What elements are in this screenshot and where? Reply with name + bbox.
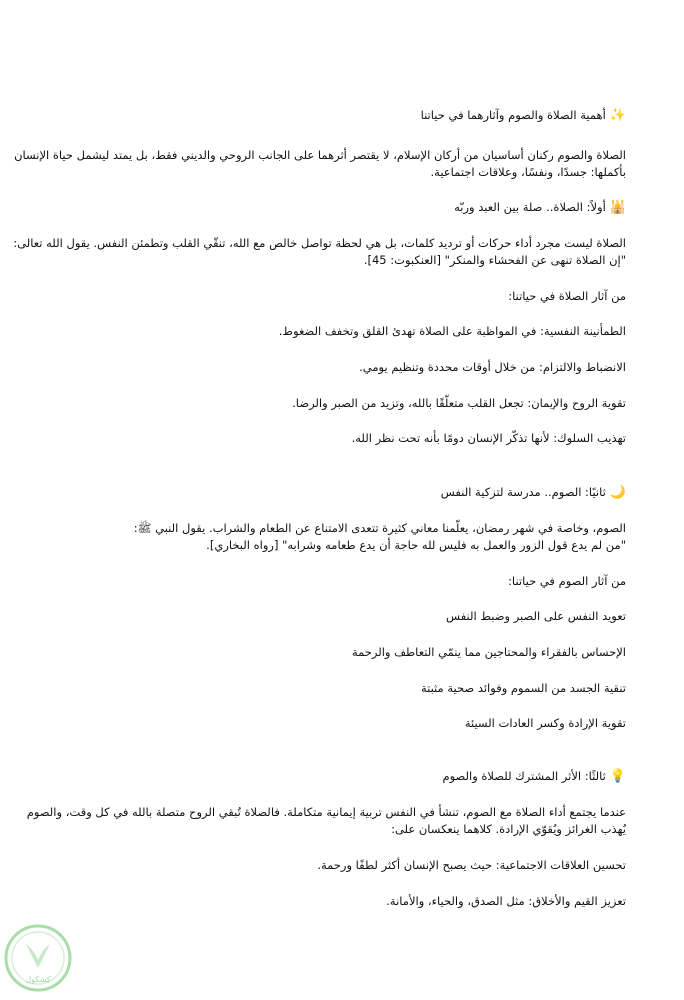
section1-paragraph-line-1: الصلاة ليست مجرد أداء حركات أو ترديد كلمات، بل هي لحظة تواصل خالص مع الله، تنقّي القلب وتطمئن النفس. يقول الله تعالى:: [13, 236, 626, 250]
section1-effect-item: تقوية الروح والإيمان: تجعل القلب متعلّقًا بالله، وتزيد من الصبر والرضا.: [292, 396, 626, 410]
section3-effect-item: تحسين العلاقات الاجتماعية: حيث يصبح الإنسان أكثر لطفًا ورحمة.: [317, 858, 626, 872]
section3-paragraph-line-2: يُهذب الغرائز ويُقوّي الإرادة. كلاهما ينعكسان على:: [391, 822, 626, 836]
kashkol-logo: [2, 922, 74, 994]
mosque-icon: 🕌: [609, 200, 626, 215]
section3-effect-item: تعزيز القيم والأخلاق: مثل الصدق، والحياء، والأمانة.: [386, 894, 626, 908]
lightbulb-icon: 💡: [609, 769, 626, 784]
section1-effect-item: الانضباط والالتزام: من خلال أوقات محددة وتنظيم يومي.: [359, 360, 626, 374]
crescent-moon-icon: 🌙: [609, 485, 626, 500]
section1-effect-item: تهذيب السلوك: لأنها تذكّر الإنسان دومًا بأنه تحت نظر الله.: [351, 431, 626, 445]
section1-heading: 🕌أولاً: الصلاة.. صلة بين العبد وربّه: [454, 200, 626, 215]
sparkles-icon: ✨: [609, 108, 626, 123]
section2-effect-item: تعويد النفس على الصبر وضبط النفس: [446, 609, 626, 623]
section2-effect-item: الإحساس بالفقراء والمحتاجين مما ينمّي التعاطف والرحمة: [351, 645, 626, 659]
section3-heading: 💡ثالثًا: الأثر المشترك للصلاة والصوم: [442, 769, 626, 784]
section2-effect-item: تقوية الإرادة وكسر العادات السيئة: [464, 716, 626, 730]
intro-paragraph-line-1: الصلاة والصوم ركنان أساسيان من أركان الإسلام، لا يقتصر أثرهما على الجانب الروحي والديني فقط، بل يمتد ليشمل حياة الإنسان: [14, 148, 626, 162]
section1-effect-item: الطمأنينة النفسية: في المواظبة على الصلاة تهدئ القلق وتخفف الضغوط.: [278, 324, 626, 338]
section2-effects-title: من آثار الصوم في حياتنا:: [508, 574, 626, 588]
section1-effects-title: من آثار الصلاة في حياتنا:: [508, 289, 626, 303]
logo-text: كشكول: [25, 975, 51, 984]
section2-effect-item: تنقية الجسد من السموم وفوائد صحية مثبتة: [420, 681, 626, 695]
section3-paragraph-line-1: عندما يجتمع أداء الصلاة مع الصوم، تنشأ في النفس تربية إيمانية متكاملة. فالصلاة تُبقي الروح متصلة بالله في كل وقت، والصوم: [26, 805, 626, 819]
intro-paragraph-line-2: بأكملها: جسدًا، ونفسًا، وعلاقات اجتماعية.: [430, 165, 626, 179]
section1-paragraph-line-2: "إن الصلاة تنهى عن الفحشاء والمنكر" [العنكبوت: 45].: [363, 253, 626, 267]
section2-heading: 🌙ثانيًا: الصوم.. مدرسة لتزكية النفس: [440, 485, 626, 500]
document-title: ✨أهمية الصلاة والصوم وآثارهما في حياتنا: [420, 108, 626, 123]
section2-paragraph-line-1: الصوم، وخاصة في شهر رمضان، يعلّمنا معاني كثيرة تتعدى الامتناع عن الطعام والشراب. يقول النبي ﷺ:: [133, 521, 626, 535]
section2-paragraph-line-2: "من لم يدع قول الزور والعمل به فليس لله حاجة أن يدع طعامه وشرابه" [رواه البخاري].: [206, 538, 626, 552]
